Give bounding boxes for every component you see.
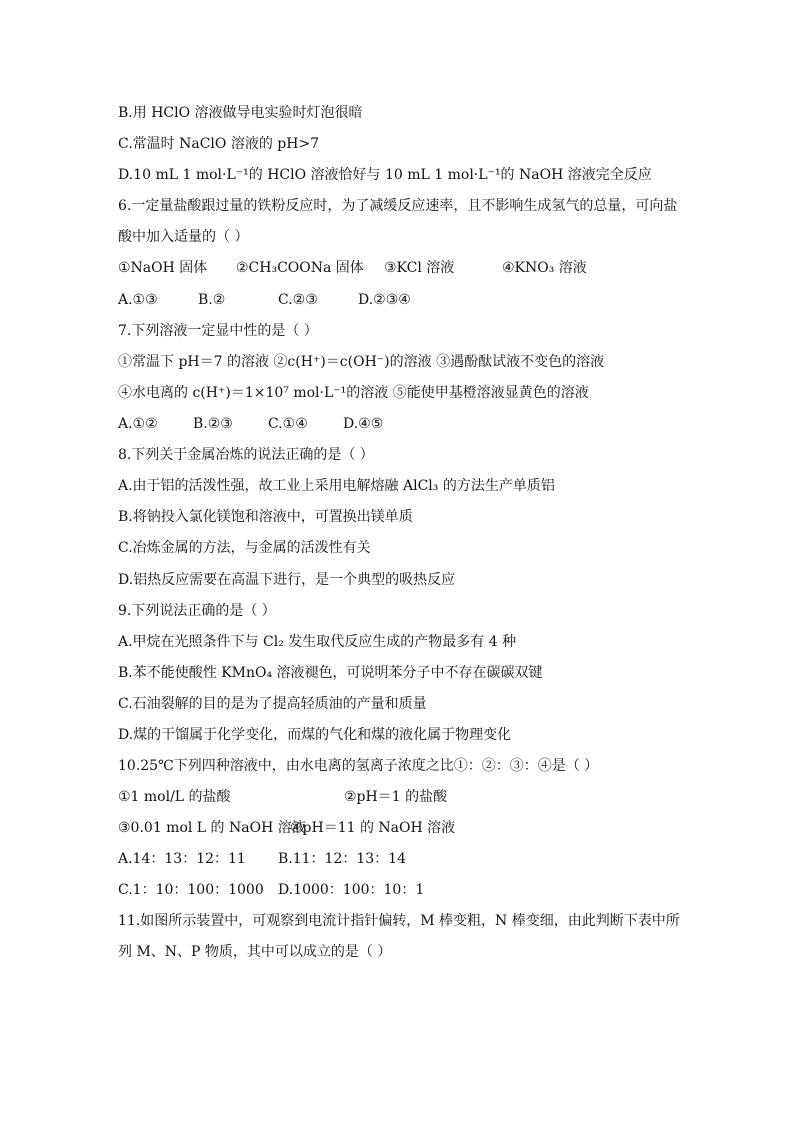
q10-solutions-row2 [118,818,738,838]
q7-answer-d: D.④⑤ [343,416,384,432]
q6-options [118,258,738,278]
q8-option-b: B.将钠投入氯化镁饱和溶液中，可置换出镁单质 [118,509,413,525]
q7-answer-a: A.①② [118,416,158,432]
q6-answer-d: D.②③④ [358,292,411,308]
q7-answers [118,414,738,434]
q6-option-3: ③KCl 溶液 [384,260,455,276]
q6-option-1: ①NaOH 固体 [118,260,208,276]
q10-solution-1: ①1 mol/L 的盐酸 [118,789,231,805]
q5-option-c: C.常温时 NaClO 溶液的 pH>7 [118,136,320,152]
q10-answer-a: A.14：13：12：11 [118,851,246,867]
q7-answer-b: B.②③ [193,416,233,432]
q8-option-a: A.由于铝的活泼性强，故工业上采用电解熔融 AlCl₃ 的方法生产单质铝 [118,478,555,494]
q10-answer-d: D.1000：100：10：1 [278,882,425,898]
q9-option-b: B.苯不能使酸性 KMnO₄ 溶液褪色，可说明苯分子中不存在碳碳双键 [118,665,543,681]
q7-conditions-line1: ①常温下 pH＝7 的溶液 ②c(H⁺)＝c(OH⁻)的溶液 ③遇酚酞试液不变色的溶液 [118,354,605,370]
q8-option-c: C.冶炼金属的方法，与金属的活泼性有关 [118,540,371,556]
q6-stem-line1: 6.一定量盐酸跟过量的铁粉反应时，为了减缓反应速率，且不影响生成氢气的总量，可向盐 [118,198,678,214]
q6-answers [118,290,738,310]
q9-option-a: A.甲烷在光照条件下与 Cl₂ 发生取代反应生成的产物最多有 4 种 [118,634,517,650]
q10-stem: 10.25℃下列四种溶液中，由水电离的氢离子浓度之比①：②：③：④是（ ） [118,758,599,774]
q10-solution-2: ②pH＝1 的盐酸 [344,789,448,805]
q9-option-c: C.石油裂解的目的是为了提高轻质油的产量和质量 [118,696,427,712]
q7-answer-c: C.①④ [268,416,308,432]
q7-conditions-line2: ④水电离的 c(H⁺)＝1×10⁷ mol·L⁻¹的溶液 ⑤能使甲基橙溶液显黄色的溶液 [118,385,589,401]
q7-stem: 7.下列溶液一定显中性的是（ ） [118,323,318,339]
q10-answers-row2 [118,880,738,900]
q10-answers-row1 [118,849,738,869]
q10-solution-4: ④pH＝11 的 NaOH 溶液 [290,820,456,836]
q9-stem: 9.下列说法正确的是（ ） [118,603,276,619]
q6-option-2: ②CH₃COONa 固体 [236,260,364,276]
q5-option-d: D.10 mL 1 mol·L⁻¹的 HClO 溶液恰好与 10 mL 1 mol·L⁻¹的 NaOH 溶液完全反应 [118,167,652,183]
q8-option-d: D.铝热反应需要在高温下进行，是一个典型的吸热反应 [118,572,456,588]
q10-answer-c: C.1：10：100：1000 [118,882,264,898]
q5-option-b: B.用 HClO 溶液做导电实验时灯泡很暗 [118,105,363,121]
q11-stem-line2: 列 M、N、P 物质，其中可以成立的是（ ） [118,944,392,960]
q6-answer-a: A.①③ [118,292,158,308]
q8-stem: 8.下列关于金属冶炼的说法正确的是（ ） [118,447,374,463]
q6-stem-line2: 酸中加入适量的（ ） [118,229,249,245]
q9-option-d: D.煤的干馏属于化学变化，而煤的气化和煤的液化属于物理变化 [118,727,512,743]
q11-stem-line1: 11.如图所示装置中，可观察到电流计指针偏转，M 棒变粗，N 棒变细，由此判断下表中所 [118,913,680,929]
q10-solution-3: ③0.01 mol L 的 NaOH 溶液 [118,820,306,836]
q6-answer-b: B.② [198,292,226,308]
q6-option-4: ④KNO₃ 溶液 [502,260,587,276]
q6-answer-c: C.②③ [278,292,318,308]
q10-answer-b: B.11：12：13：14 [278,851,406,867]
q10-solutions-row1 [118,787,738,807]
